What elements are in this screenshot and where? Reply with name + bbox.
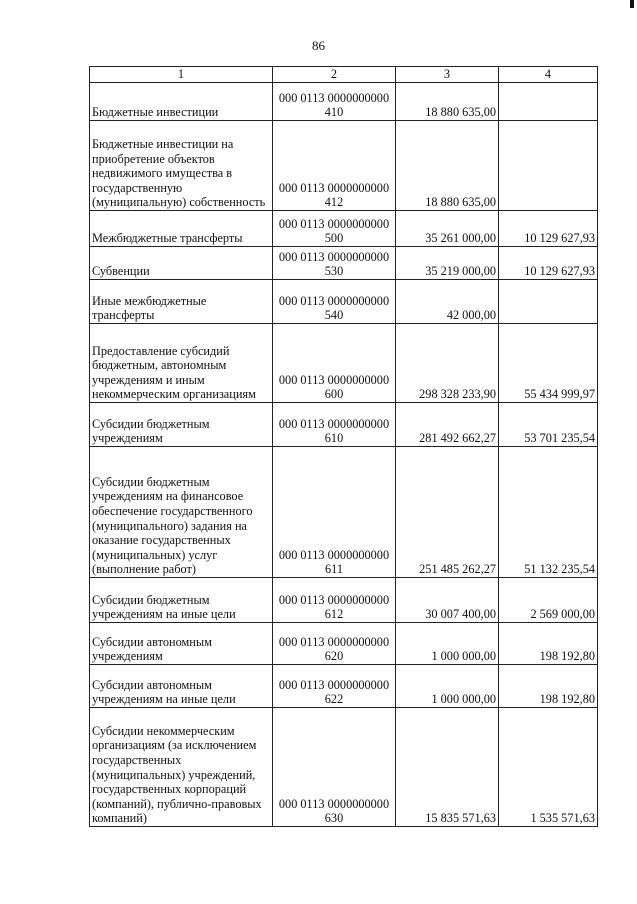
header-row <box>90 67 598 83</box>
row-code-line2: 412 <box>324 195 344 210</box>
row-amount-col4: 1 535 571,63 <box>499 708 598 827</box>
row-code-line1: 000 0113 0000000000 <box>278 372 390 387</box>
row-code-line2: 600 <box>324 387 344 402</box>
row-code-line2: 622 <box>324 692 344 707</box>
row-amount-col4: 53 701 235,54 <box>499 403 598 447</box>
row-amount-col3: 30 007 400,00 <box>396 578 499 623</box>
row-name: Бюджетные инвестиции на приобретение объектов недвижимого имущества в государственную (муниципальную) собственность <box>90 121 273 211</box>
row-name: Субсидии бюджетным учреждениям на финансовое обеспечение государственного (муниципального) задания на оказание государственных (муниципальных) услуг (выполнение работ) <box>90 447 273 578</box>
row-amount-col4: 198 192,80 <box>499 623 598 665</box>
table-row <box>90 247 598 280</box>
row-amount-col4 <box>499 280 598 324</box>
row-amount-col3: 42 000,00 <box>396 280 499 324</box>
row-code <box>273 83 396 121</box>
table-row <box>90 121 598 211</box>
row-amount-col4: 51 132 235,54 <box>499 447 598 578</box>
row-code <box>273 211 396 247</box>
row-code-line1: 000 0113 0000000000 <box>278 677 390 692</box>
row-amount-col4: 2 569 000,00 <box>499 578 598 623</box>
row-amount-col3: 35 261 000,00 <box>396 211 499 247</box>
row-code <box>273 247 396 280</box>
row-amount-col3: 281 492 662,27 <box>396 403 499 447</box>
row-amount-col3: 15 835 571,63 <box>396 708 499 827</box>
row-code <box>273 708 396 827</box>
table-row <box>90 403 598 447</box>
row-code <box>273 121 396 211</box>
row-amount-col4: 10 129 627,93 <box>499 247 598 280</box>
row-code-line1: 000 0113 0000000000 <box>278 634 390 649</box>
row-name: Субсидии автономным учреждениям на иные цели <box>90 665 273 708</box>
table-row <box>90 211 598 247</box>
row-name: Субсидии бюджетным учреждениям на иные цели <box>90 578 273 623</box>
row-code-line2: 611 <box>325 562 343 577</box>
row-name: Субвенции <box>90 247 273 280</box>
row-amount-col3: 251 485 262,27 <box>396 447 499 578</box>
table-row <box>90 578 598 623</box>
row-code <box>273 280 396 324</box>
table-row <box>90 83 598 121</box>
row-amount-col3: 1 000 000,00 <box>396 623 499 665</box>
row-code-line2: 620 <box>324 649 344 664</box>
row-name: Иные межбюджетные трансферты <box>90 280 273 324</box>
header-col-3: 3 <box>396 67 499 83</box>
budget-table <box>89 66 598 827</box>
row-code-line1: 000 0113 0000000000 <box>278 180 390 195</box>
row-code-line1: 000 0113 0000000000 <box>278 416 390 431</box>
row-name: Межбюджетные трансферты <box>90 211 273 247</box>
row-code-line2: 540 <box>324 308 344 323</box>
row-code-line2: 612 <box>324 607 344 622</box>
row-amount-col3: 18 880 635,00 <box>396 83 499 121</box>
row-code-line2: 630 <box>324 811 344 826</box>
row-amount-col3: 18 880 635,00 <box>396 121 499 211</box>
row-code-line2: 530 <box>324 264 344 279</box>
row-code-line1: 000 0113 0000000000 <box>278 547 390 562</box>
row-code <box>273 578 396 623</box>
row-name: Бюджетные инвестиции <box>90 83 273 121</box>
row-name: Субсидии автономным учреждениям <box>90 623 273 665</box>
row-name: Субсидии некоммерческим организациям (за исключением государственных (муниципальных) учреждений, государственных корпораций (компаний), публично-правовых компаний) <box>90 708 273 827</box>
row-code-line2: 410 <box>324 105 344 120</box>
header-col-1: 1 <box>90 67 273 83</box>
table-row <box>90 324 598 403</box>
row-amount-col4 <box>499 83 598 121</box>
row-name: Предоставление субсидий бюджетным, автономным учреждениям и иным некоммерческим организациям <box>90 324 273 403</box>
row-name: Субсидии бюджетным учреждениям <box>90 403 273 447</box>
row-code-line1: 000 0113 0000000000 <box>278 90 390 105</box>
page-number: 86 <box>312 38 325 53</box>
row-amount-col3: 35 219 000,00 <box>396 247 499 280</box>
row-code-line1: 000 0113 0000000000 <box>278 293 390 308</box>
row-code-line1: 000 0113 0000000000 <box>278 216 390 231</box>
header-col-2: 2 <box>273 67 396 83</box>
row-amount-col3: 1 000 000,00 <box>396 665 499 708</box>
corner-scan-mark <box>630 0 634 8</box>
row-code <box>273 403 396 447</box>
row-code-line1: 000 0113 0000000000 <box>278 796 390 811</box>
row-code-line2: 500 <box>324 231 344 246</box>
row-code <box>273 623 396 665</box>
table-row <box>90 708 598 827</box>
table-row <box>90 623 598 665</box>
row-code <box>273 324 396 403</box>
table-row <box>90 447 598 578</box>
header-col-4: 4 <box>499 67 598 83</box>
table-row <box>90 665 598 708</box>
table-row <box>90 280 598 324</box>
row-code-line1: 000 0113 0000000000 <box>278 592 390 607</box>
row-code <box>273 447 396 578</box>
row-amount-col4 <box>499 121 598 211</box>
row-code-line1: 000 0113 0000000000 <box>278 249 390 264</box>
row-code-line2: 610 <box>324 431 344 446</box>
row-amount-col4: 198 192,80 <box>499 665 598 708</box>
row-amount-col3: 298 328 233,90 <box>396 324 499 403</box>
row-amount-col4: 55 434 999,97 <box>499 324 598 403</box>
row-amount-col4: 10 129 627,93 <box>499 211 598 247</box>
row-code <box>273 665 396 708</box>
